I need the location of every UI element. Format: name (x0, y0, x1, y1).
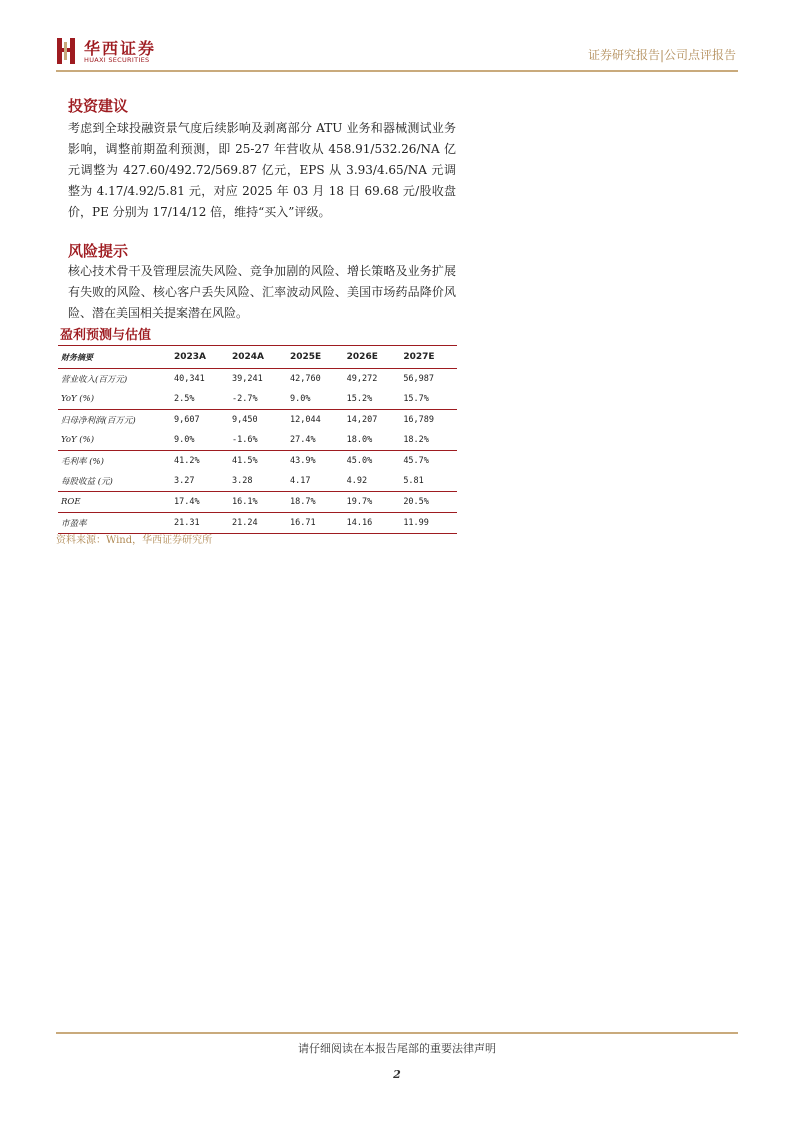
table-row (58, 410, 457, 431)
page-number: 2 (393, 1068, 401, 1081)
table-cell: 3.28 (232, 476, 253, 486)
row-label: ROE (61, 497, 81, 507)
risk-body: 核心技术骨干及管理层流失风险、竞争加剧的风险、增长策略及业务扩展有失败的风险、核心客户丢失风险、汇率波动风险、美国市场药品降价风险、潜在美国相关提案潜在风险。 (68, 264, 456, 320)
table-cell: 14.16 (346, 518, 373, 528)
table-cell: 4.17 (290, 476, 311, 486)
row-label: 每股收益 (元) (61, 477, 113, 487)
header-cell: 2026E (346, 352, 378, 362)
table-row (58, 471, 457, 492)
table-cell: 9,607 (174, 415, 200, 425)
table-cell: 17.4% (174, 497, 200, 507)
table-cell: 45.7% (403, 456, 429, 466)
financial-table (58, 345, 457, 534)
table-cell: -2.7% (232, 394, 258, 404)
table-row (58, 389, 457, 410)
footer-divider (56, 1032, 738, 1034)
table-cell: 9.0% (290, 394, 311, 404)
table-cell: 11.99 (403, 518, 429, 528)
row-label: 市盈率 (61, 519, 87, 529)
table-cell: 40,341 (174, 374, 205, 384)
table-row (58, 430, 457, 451)
table-cell: 21.24 (232, 518, 258, 528)
table-cell: 3.27 (174, 476, 195, 486)
legal-notice: 请仔细阅读在本报告尾部的重要法律声明 (298, 1042, 496, 1055)
report-type: 证券研究报告|公司点评报告 (587, 48, 736, 62)
table-cell: 18.2% (403, 435, 429, 445)
table-cell: 15.2% (346, 394, 373, 404)
table-cell: -1.6% (232, 435, 258, 445)
table-cell: 43.9% (290, 456, 316, 466)
logo-text-en: HUAXI SECURITIES (84, 56, 150, 64)
table-title: 盈利预测与估值 (60, 328, 152, 343)
table-cell: 20.5% (403, 497, 429, 507)
table-cell: 5.81 (403, 476, 424, 486)
table-header-row (58, 346, 457, 369)
header-cell: 2027E (403, 352, 435, 362)
table-cell: 16.71 (290, 518, 316, 528)
risk-title: 风险提示 (68, 242, 129, 260)
huaxi-logo (56, 36, 166, 72)
table-cell: 4.92 (346, 476, 368, 486)
table-cell: 42,760 (290, 374, 321, 384)
table-row (58, 451, 457, 472)
huaxi-logo-icon (56, 36, 78, 66)
table-cell: 56,987 (403, 374, 435, 384)
table-cell: 14,207 (346, 415, 378, 425)
investment-title: 投资建议 (68, 97, 129, 115)
table-cell: 21.31 (174, 518, 200, 528)
table-cell: 2.5% (174, 394, 195, 404)
table-cell: 49,272 (346, 374, 378, 384)
investment-body: 考虑到全球投融资景气度后续影响及剥离部分 ATU 业务和器械测试业务影响，调整前期盈利预测，即 25-27 年营收从 458.91/532.26/NA 亿元调整为 427.60/492.72/569.87 亿元，EPS 从 3.93/4.65/NA 元调整为 4.17/4.92/5.81 元，对应 2025 年 03 月 18 日 69.68 元/股收盘价，PE 分别为 17/14/12 倍，维持“买入”评级。 (68, 121, 456, 219)
table-cell: 18.0% (346, 435, 373, 445)
row-label: 归母净利润(百万元) (61, 416, 136, 426)
table-cell: 9.0% (174, 435, 195, 445)
table-cell: 16,789 (403, 415, 435, 425)
header-divider (56, 70, 738, 72)
header-cell: 2023A (174, 352, 207, 362)
row-label: 营业收入(百万元) (61, 375, 128, 385)
table-source: 资料来源：Wind，华西证券研究所 (56, 535, 213, 546)
table-cell: 15.7% (403, 394, 429, 404)
table-cell: 39,241 (232, 374, 263, 384)
header-cell: 2024A (232, 352, 265, 362)
table-cell: 41.5% (232, 456, 258, 466)
row-label: YoY (%) (61, 394, 95, 404)
table-row (58, 492, 457, 513)
header-cell: 2025E (290, 352, 322, 362)
table-cell: 45.0% (346, 456, 373, 466)
table-cell: 9,450 (232, 415, 258, 425)
table-cell: 19.7% (346, 497, 373, 507)
row-label: 毛利率 (%) (61, 457, 104, 467)
row-label: YoY (%) (61, 435, 95, 445)
table-cell: 12,044 (290, 415, 321, 425)
table-cell: 27.4% (290, 435, 316, 445)
header-cell: 财务摘要 (61, 352, 93, 362)
logo-text-cn: 华西证券 (84, 39, 157, 58)
table-cell: 16.1% (232, 497, 258, 507)
table-cell: 18.7% (290, 497, 316, 507)
table-row (58, 369, 457, 390)
table-cell: 41.2% (174, 456, 200, 466)
